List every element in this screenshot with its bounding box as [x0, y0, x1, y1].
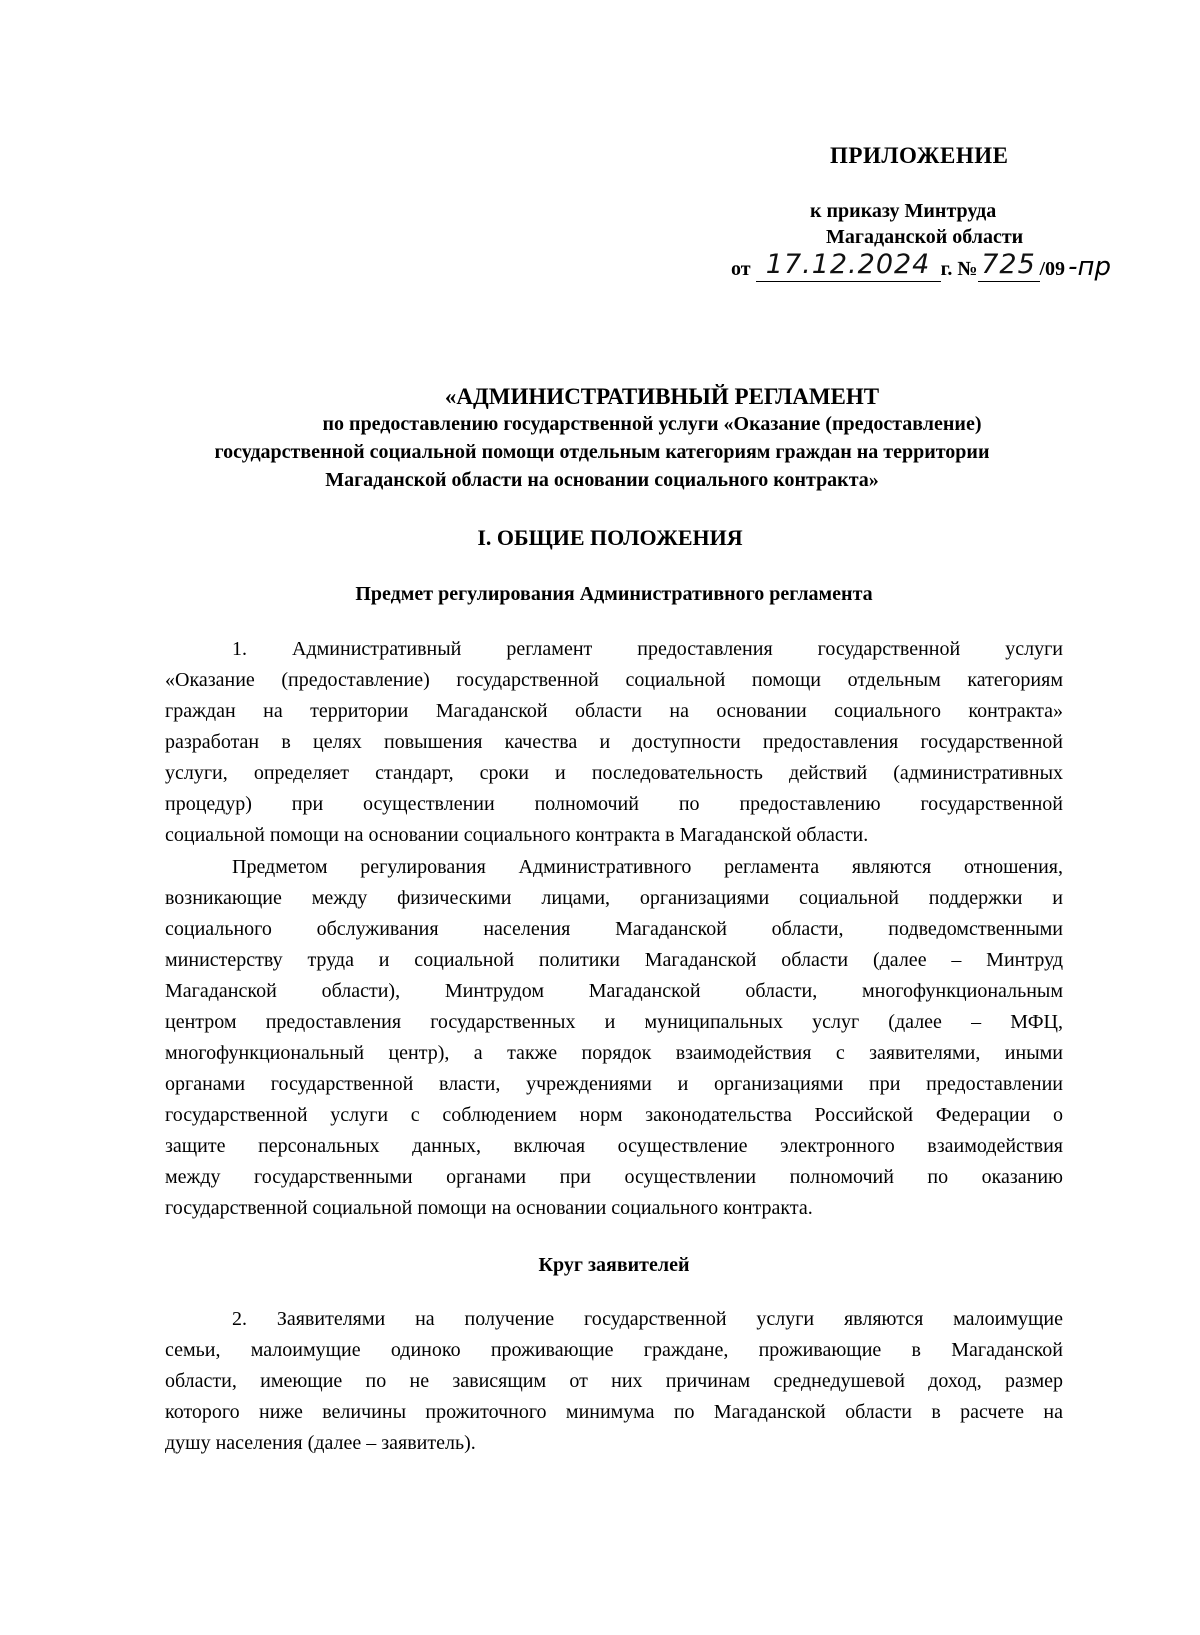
- paragraph-2-line: государственной услуги с соблюдением норм законодательства Российской Федерации о: [165, 1104, 1063, 1126]
- regulation-title-line-3: государственной социальной помощи отдельным категориям граждан на территории: [214, 441, 990, 463]
- paragraph-1-line: «Оказание (предоставление) государственной социальной помощи отдельным категориям: [165, 669, 1063, 691]
- number-suffix: /09: [1039, 258, 1066, 280]
- number-field: [978, 249, 1040, 282]
- paragraph-1-line: разработан в целях повышения качества и доступности предоставления государственной: [165, 731, 1063, 753]
- handwritten-date: 17.12.2024: [765, 249, 931, 280]
- regulation-title-line-2: по предоставлению государственной услуги «Оказание (предоставление): [322, 413, 982, 435]
- paragraph-2-line: Магаданской области), Минтрудом Магаданской области, многофункциональным: [165, 980, 1063, 1002]
- paragraph-2-line: между государственными органами при осуществлении полномочий по оказанию: [165, 1166, 1063, 1188]
- paragraph-2-line: центром предоставления государственных и муниципальных услуг (далее – МФЦ,: [165, 1011, 1063, 1033]
- subsection-heading-applicants: Круг заявителей: [538, 1254, 690, 1276]
- subsection-heading-subject: Предмет регулирования Административного регламента: [355, 583, 873, 605]
- appendix-heading: ПРИЛОЖЕНИЕ: [830, 143, 1009, 168]
- paragraph-2-line: социального обслуживания населения Магаданской области, подведомственными: [165, 918, 1063, 940]
- date-field: [756, 249, 941, 282]
- paragraph-2-line: органами государственной власти, учреждениями и организациями при предоставлении: [165, 1073, 1063, 1095]
- from-label: от: [731, 258, 751, 280]
- handwritten-number: 725: [981, 249, 1036, 280]
- paragraph-2-line: защите персональных данных, включая осуществление электронного взаимодействия: [165, 1135, 1063, 1157]
- paragraph-1-line: услуги, определяет стандарт, сроки и последовательность действий (административных: [165, 762, 1063, 784]
- paragraph-1-line: социальной помощи на основании социального контракта в Магаданской области.: [165, 824, 869, 846]
- paragraph-3-line: которого ниже величины прожиточного минимума по Магаданской области в расчете на: [165, 1401, 1063, 1423]
- to-order-line-2: Магаданской области: [826, 226, 1024, 248]
- regulation-title-line-4: Магаданской области на основании социального контракта»: [325, 469, 879, 491]
- section-heading: I. ОБЩИЕ ПОЛОЖЕНИЯ: [477, 525, 743, 550]
- paragraph-3-line: 2. Заявителями на получение государственной услуги являются малоимущие: [232, 1308, 1063, 1330]
- paragraph-2-line: возникающие между физическими лицами, организациями социальной поддержки и: [165, 887, 1063, 909]
- paragraph-2-line: многофункциональный центр), а также порядок взаимодействия с заявителями, иными: [165, 1042, 1063, 1064]
- paragraph-3-line: семьи, малоимущие одиноко проживающие граждане, проживающие в Магаданской: [165, 1339, 1063, 1361]
- year-number-label: г. №: [940, 258, 978, 280]
- paragraph-1-line: 1. Административный регламент предоставления государственной услуги: [232, 638, 1063, 660]
- paragraph-2-line: Предметом регулирования Административного регламента являются отношения,: [232, 856, 1063, 878]
- regulation-title-line-1: «АДМИНИСТРАТИВНЫЙ РЕГЛАМЕНТ: [444, 384, 880, 409]
- paragraph-2-line: государственной социальной помощи на основании социального контракта.: [165, 1197, 813, 1219]
- order-date-number-line: [731, 249, 1111, 282]
- to-order-line-1: к приказу Минтруда: [810, 200, 997, 222]
- paragraph-2-line: министерству труда и социальной политики Магаданской области (далее – Минтруд: [165, 949, 1063, 971]
- handwritten-number-tail: -пр: [1068, 252, 1111, 282]
- paragraph-3-line: душу населения (далее – заявитель).: [165, 1432, 476, 1454]
- paragraph-1-line: процедур) при осуществлении полномочий по предоставлению государственной: [165, 793, 1063, 815]
- paragraph-1-line: граждан на территории Магаданской области на основании социального контракта»: [165, 700, 1063, 722]
- paragraph-3-line: области, имеющие по не зависящим от них причинам среднедушевой доход, размер: [165, 1370, 1063, 1392]
